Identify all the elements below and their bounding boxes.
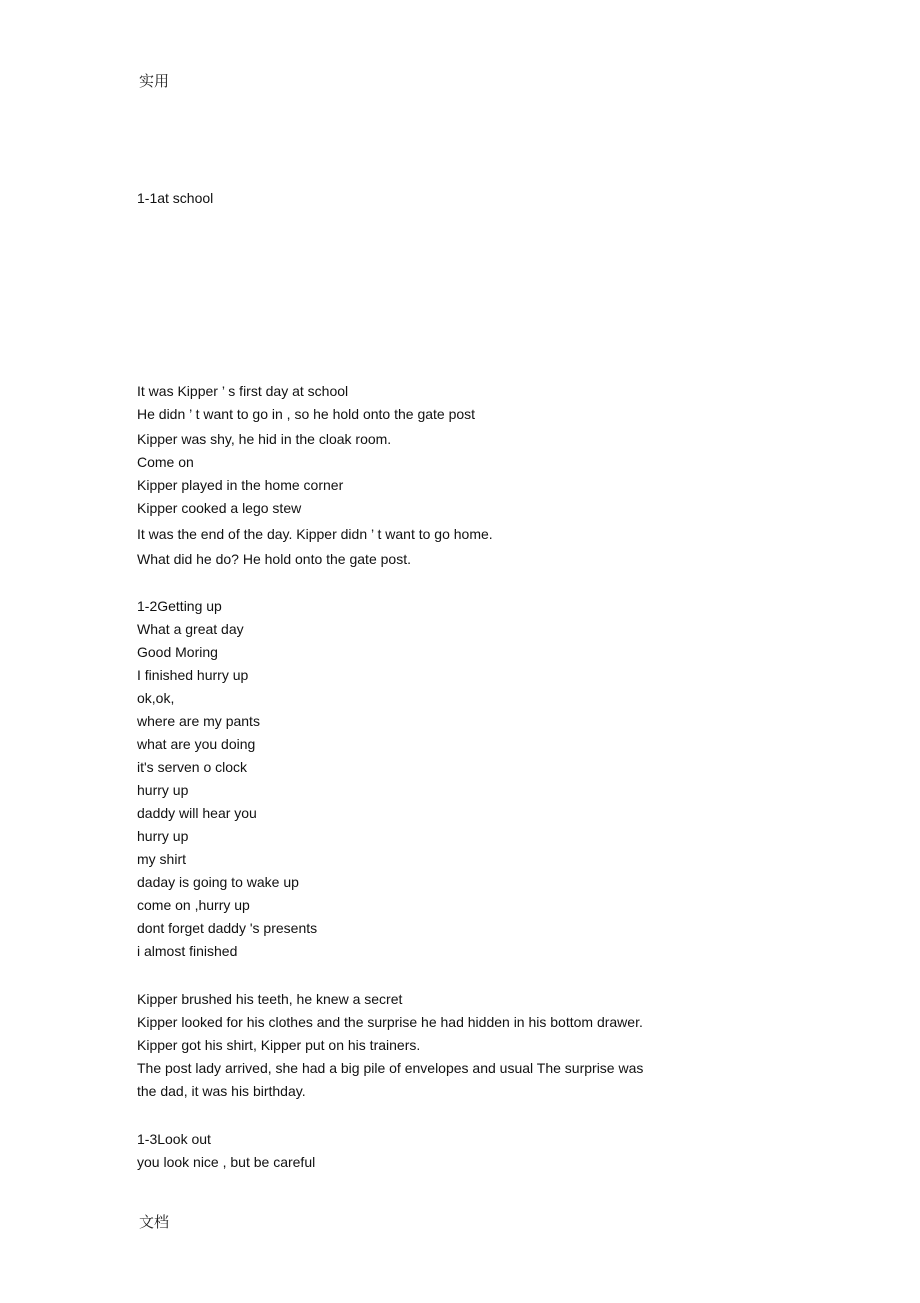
- text-line: It was the end of the day. Kipper didn ’ t want to go home.: [137, 526, 493, 542]
- text-line: Kipper cooked a lego stew: [137, 500, 302, 516]
- text-line: Kipper played in the home corner: [137, 477, 344, 493]
- text-line: Good Moring: [137, 644, 218, 660]
- text-line: it's serven o clock: [137, 759, 248, 775]
- text-line: you look nice , but be careful: [137, 1154, 316, 1170]
- page-header: 实用: [139, 72, 170, 90]
- story-line: Kipper brushed his teeth, he knew a secret: [137, 991, 403, 1007]
- section-title-getting-up: 1-2Getting up: [137, 598, 222, 614]
- text-line: It was Kipper ’ s first day at school: [137, 383, 349, 399]
- text-line: hurry up: [137, 782, 189, 798]
- page-footer: 文档: [139, 1213, 170, 1231]
- text-line: What a great day: [137, 621, 244, 637]
- text-line: dont forget daddy 's presents: [137, 920, 318, 936]
- text-line: What did he do? He hold onto the gate post.: [137, 551, 411, 567]
- text-line: what are you doing: [137, 736, 256, 752]
- text-line: Come on: [137, 454, 194, 470]
- story-line: The post lady arrived, she had a big pile of envelopes and usual The surprise was: [137, 1060, 644, 1076]
- text-line: come on ,hurry up: [137, 897, 250, 913]
- text-line: He didn ’ t want to go in , so he hold onto the gate post: [137, 406, 476, 422]
- text-line: daddy will hear you: [137, 805, 257, 821]
- text-line: daday is going to wake up: [137, 874, 299, 890]
- section-title-at-school: 1-1at school: [137, 190, 214, 206]
- text-line: where are my pants: [137, 713, 260, 729]
- text-line: my shirt: [137, 851, 186, 867]
- story-line: Kipper looked for his clothes and the surprise he had hidden in his bottom drawer.: [137, 1014, 643, 1030]
- text-line: Kipper was shy, he hid in the cloak room.: [137, 431, 392, 447]
- text-line: hurry up: [137, 828, 189, 844]
- story-line: Kipper got his shirt, Kipper put on his trainers.: [137, 1037, 421, 1053]
- story-line: the dad, it was his birthday.: [137, 1083, 306, 1099]
- text-line: I finished hurry up: [137, 667, 249, 683]
- text-line: ok,ok,: [137, 690, 175, 706]
- section-title-look-out: 1-3Look out: [137, 1131, 211, 1147]
- text-line: i almost finished: [137, 943, 238, 959]
